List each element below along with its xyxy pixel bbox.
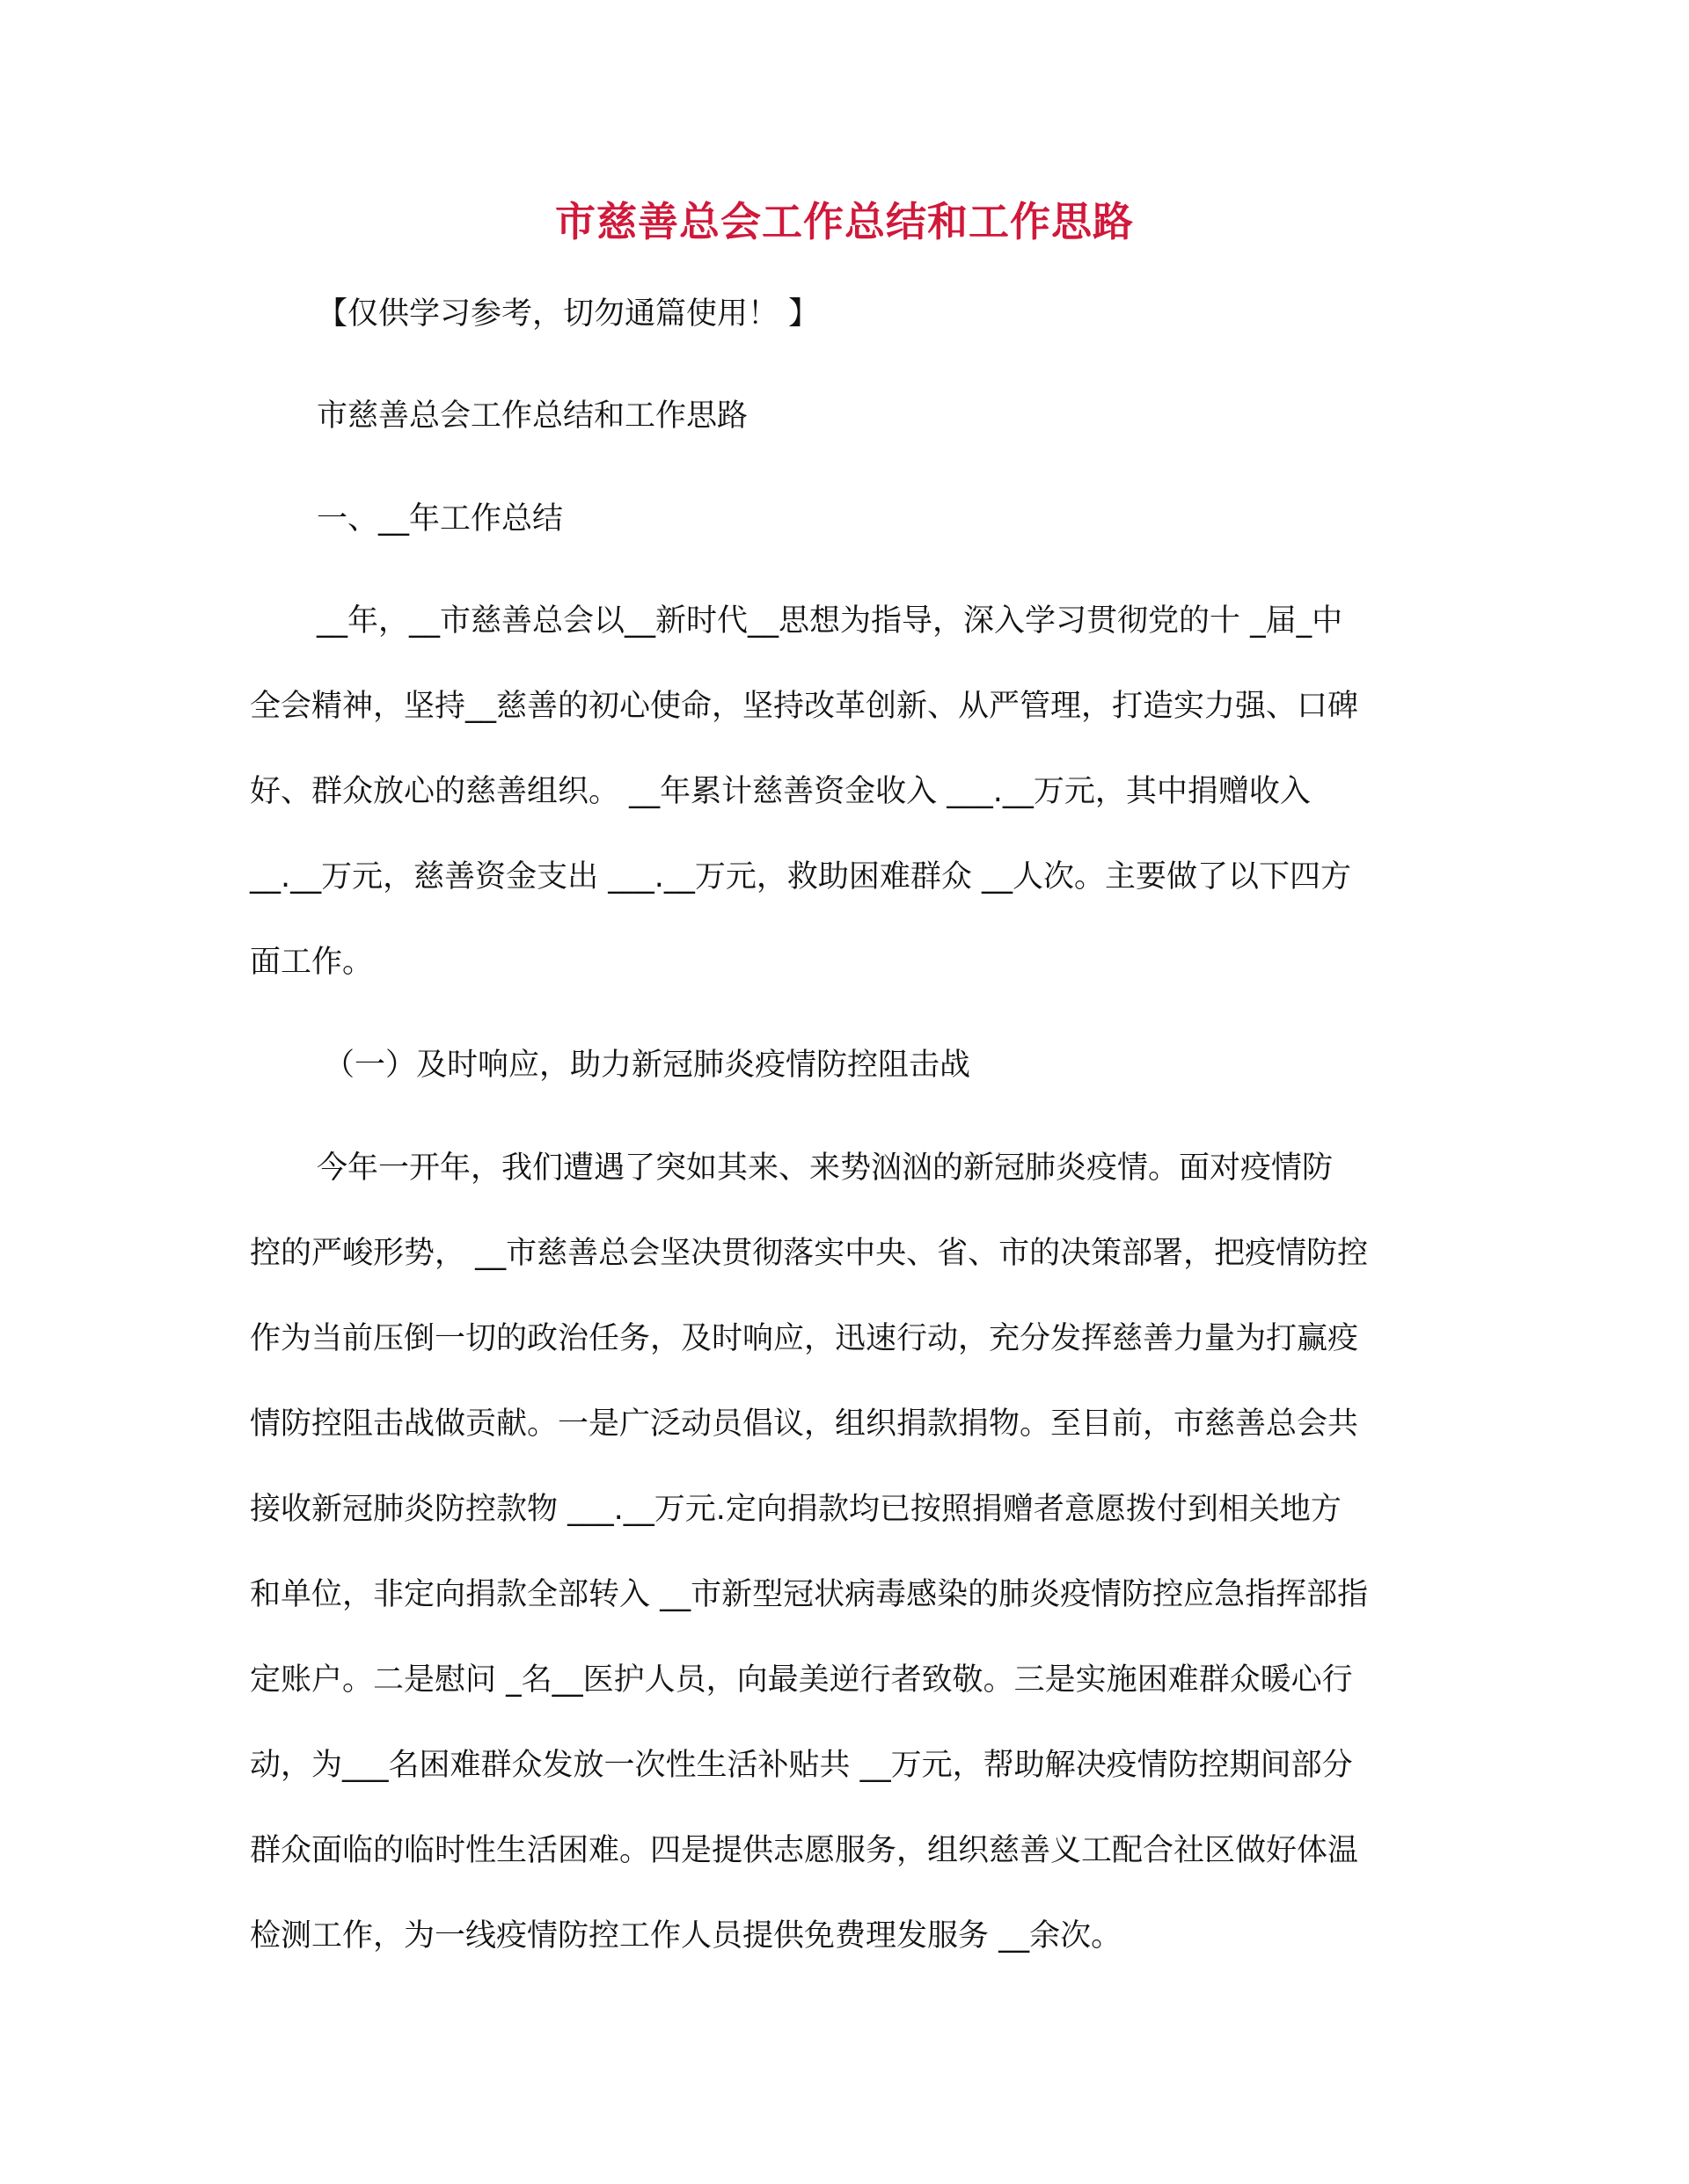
section-heading: 一、__年工作总结 [317, 501, 564, 537]
paragraph-line: 情防控阻击战做贡献。一是广泛动员倡议，组织捐款捐物。至目前，市慈善总会共 [250, 1406, 1359, 1442]
paragraph-line: 和单位，非定向捐款全部转入 __市新型冠状病毒感染的肺炎疫情防控应急指挥部指 [250, 1577, 1369, 1612]
paragraph-line: 动，为___名困难群众发放一次性生活补贴共 __万元，帮助解决疫情防控期间部分 [250, 1748, 1353, 1783]
subsection-heading: （一）及时响应，助力新冠肺炎疫情防控阻击战 [324, 1048, 971, 1083]
document-title: 市慈善总会工作总结和工作思路 [555, 198, 1134, 245]
paragraph-line: 群众面临的临时性生活困难。四是提供志愿服务，组织慈善义工配合社区做好体温 [250, 1833, 1359, 1868]
paragraph-line: __.__万元，慈善资金支出 ___.__万元，救助困难群众 __人次。主要做了以下四方 [250, 859, 1352, 895]
paragraph-line: 检测工作，为一线疫情防控工作人员提供免费理发服务 __余次。 [250, 1918, 1122, 1954]
paragraph-line: 全会精神，坚持__慈善的初心使命，坚持改革创新、从严管理，打造实力强、口碑 [250, 689, 1359, 724]
paragraph-line: 面工作。 [250, 945, 374, 980]
paragraph-line: 定账户。二是慰问 _名__医护人员，向最美逆行者致敬。三是实施困难群众暖心行 [250, 1662, 1353, 1698]
paragraph-line: 控的严峻形势， __市慈善总会坚决贯彻落实中央、省、市的决策部署，把疫情防控 [250, 1236, 1369, 1271]
paragraph-line: 作为当前压倒一切的政治任务，及时响应，迅速行动，充分发挥慈善力量为打赢疫 [250, 1321, 1359, 1356]
paragraph-line: 好、群众放心的慈善组织。 __年累计慈善资金收入 ___.__万元，其中捐赠收入 [250, 774, 1311, 809]
paragraph-line: 今年一开年，我们遭遇了突如其来、来势汹汹的新冠肺炎疫情。面对疫情防 [317, 1150, 1334, 1186]
paragraph-line: 接收新冠肺炎防控款物 ___.__万元.定向捐款均已按照捐赠者意愿拨付到相关地方 [250, 1492, 1342, 1527]
usage-notice: 【仅供学习参考，切勿通篇使用！ 】 [317, 296, 820, 332]
paragraph-line: __年，__市慈善总会以__新时代__思想为指导，深入学习贯彻党的十 _届_中 [317, 603, 1343, 639]
repeat-title: 市慈善总会工作总结和工作思路 [317, 398, 749, 434]
